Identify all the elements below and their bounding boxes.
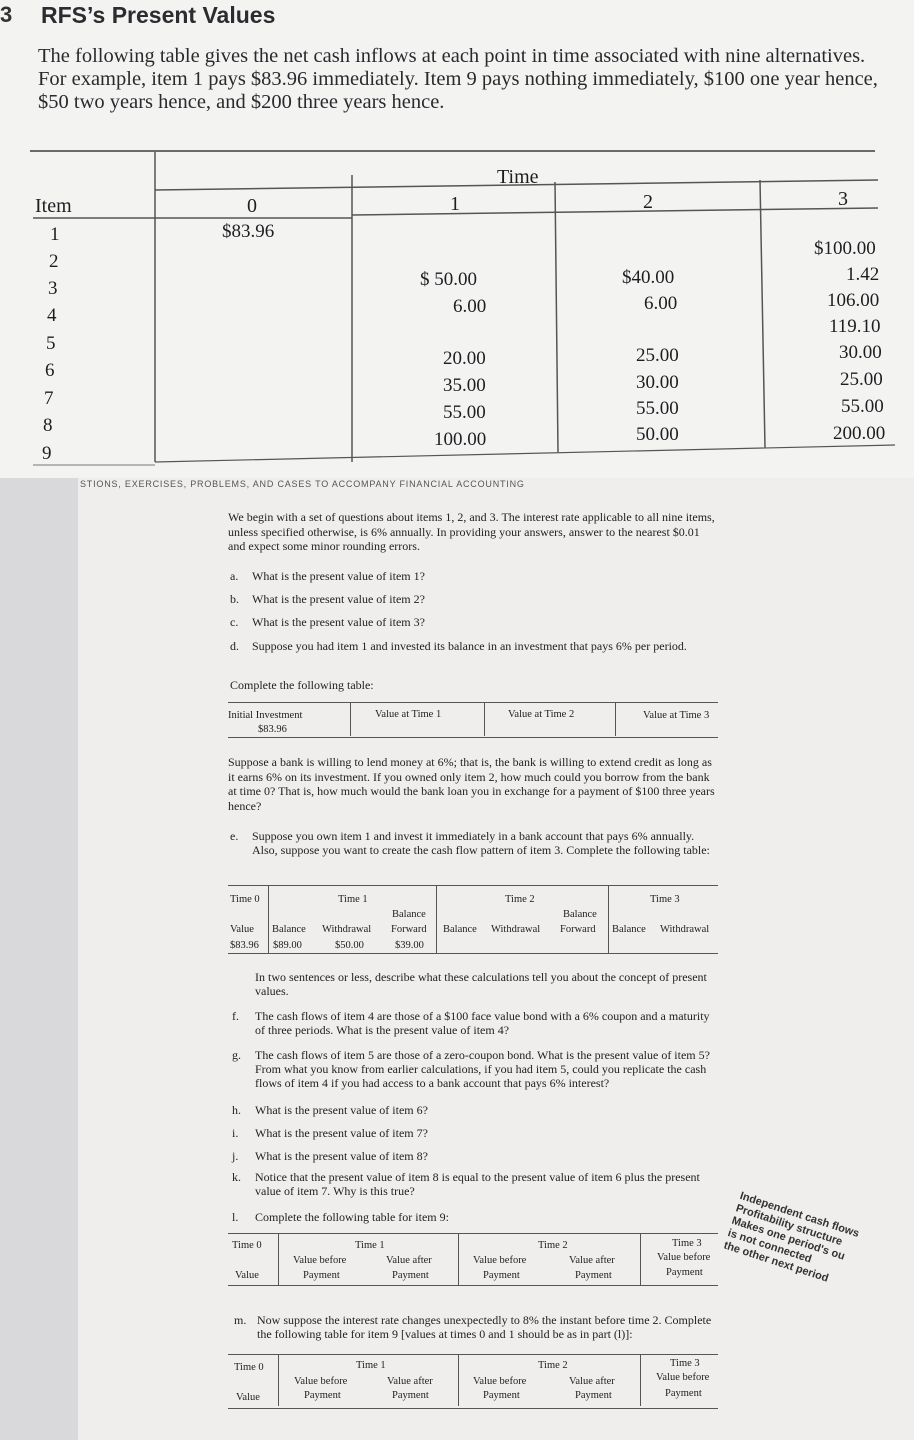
t3-payment-2: Payment [392,1270,429,1281]
cell-item9-t2: 50.00 [636,424,679,445]
t3-payment-3: Payment [483,1270,520,1281]
t1-header-time2: Value at Time 2 [508,709,575,720]
t3-time1: Time 1 [355,1240,385,1251]
t2-time3: Time 3 [650,894,680,905]
t3-row-value: Value [235,1270,259,1281]
item-number: 5 [46,333,56,354]
t3-payment-4: Payment [575,1270,612,1281]
two-sentence-prompt: In two sentences or less, describe what these calculations tell you about the concept of present values. [255,970,707,998]
t2-col-balance-1: Balance [272,924,306,935]
t2-row-balance: $89.00 [273,940,302,951]
t3-value-after-1: Value after [386,1255,432,1266]
question-d: Suppose you had item 1 and invested its balance in an investment that pays 6% per period. [252,639,687,653]
table2-divider [436,885,437,953]
t4-payment-1: Payment [304,1390,341,1401]
col-header-1: 1 [450,193,460,215]
question-m: Now suppose the interest rate changes unexpectedly to 8% the instant before time 2. Complete the following table for item 9 [values at times 0 and 1 should be as in part (l)]: [257,1313,712,1341]
question-label-c: c. [230,615,239,629]
table2-bottom-rule [228,953,718,954]
t3-payment-1: Payment [303,1270,340,1281]
table1-bottom-rule [228,737,718,738]
question-label-k: k. [232,1170,241,1184]
table3-bottom-rule [228,1285,718,1286]
item-number: 2 [49,251,59,272]
question-c: What is the present value of item 3? [252,615,425,629]
t4-payment-3: Payment [483,1390,520,1401]
item-number: 9 [42,443,52,464]
table2-top-rule [228,885,718,886]
cell-item4-t1: 6.00 [453,296,487,317]
table2-divider [268,885,269,953]
table4-divider [640,1354,641,1406]
t2-col-forward-2: Forward [560,924,596,935]
table3-top-rule [228,1233,718,1234]
table1-divider [615,702,616,736]
item-number: 7 [44,388,54,409]
t3-value-before-3: Value before [657,1252,711,1263]
question-label-e: e. [230,829,239,843]
item-number: 1 [50,224,60,245]
cell-item6-t1: 20.00 [443,348,486,369]
t4-value-before-2: Value before [473,1376,527,1387]
t3-time0: Time 0 [232,1240,262,1251]
t4-time2: Time 2 [538,1360,568,1371]
t3-value-before-2: Value before [473,1255,527,1266]
cell-item1-t0: $83.96 [222,221,275,242]
question-label-l: l. [232,1210,239,1224]
question-f: The cash flows of item 4 are those of a $100 face value bond with a 6% coupon and a maturity of three periods. What is the present value of item 4? [255,1009,710,1037]
question-a: What is the present value of item 1? [252,569,425,583]
question-e: Suppose you own item 1 and invest it immediately in a bank account that pays 6% annually. Also, suppose you want to create the cash flow pattern of item 3. Complete the following table: [252,829,710,857]
question-label-j: j. [232,1149,239,1163]
question-h: What is the present value of item 6? [255,1103,428,1117]
complete-table-instruction: Complete the following table: [230,678,374,692]
cell-item7-t3: 25.00 [840,369,883,390]
question-g: The cash flows of item 5 are those of a zero-coupon bond. What is the present value of item 5? From what you know from earlier calculations, if you had item 5, could you replicate the cash flows of item 4 if you had access to a bank account that pays 6% interest? [255,1048,710,1090]
question-b: What is the present value of item 2? [252,592,425,606]
t2-col-value: Value [230,924,254,935]
t1-header-time1: Value at Time 1 [375,709,442,720]
question-label-a: a. [230,569,239,583]
t4-time3: Time 3 [670,1358,700,1369]
col-header-2: 2 [643,191,653,213]
table2-divider [608,885,609,953]
table4-divider [458,1354,459,1406]
t2-balance-label-1: Balance [392,909,426,920]
t2-col-withdrawal-2: Withdrawal [491,924,541,935]
item-number: 6 [45,360,55,381]
t2-time1: Time 1 [338,894,368,905]
question-j: What is the present value of item 8? [255,1149,428,1163]
t4-payment-2: Payment [392,1390,429,1401]
question-label-b: b. [230,592,239,606]
t2-col-withdrawal-1: Withdrawal [322,924,372,935]
question-label-h: h. [232,1103,241,1117]
t2-col-forward-1: Forward [391,924,427,935]
chapter-number: 3 [0,2,13,27]
t4-time1: Time 1 [356,1360,386,1371]
t3-payment-5: Payment [666,1267,703,1278]
cell-item9-t1: 100.00 [434,429,487,450]
table4-top-rule [228,1354,718,1355]
table3-divider [458,1233,459,1285]
cell-item8-t2: 55.00 [636,398,679,419]
t2-col-balance-2: Balance [443,924,477,935]
cell-item3-t2: $40.00 [622,267,675,288]
table1-divider [484,702,485,736]
question-label-d: d. [230,639,239,653]
cell-item8-t3: 55.00 [841,396,884,417]
cell-item6-t3: 30.00 [839,342,882,363]
cell-item4-t3: 106.00 [827,290,880,311]
cell-item4-t2: 6.00 [644,293,678,314]
cell-item3-t1: $ 50.00 [420,269,477,290]
question-label-f: f. [232,1009,239,1023]
cell-item8-t1: 55.00 [443,402,486,423]
col-header-3: 3 [838,188,848,210]
t2-col-balance-3: Balance [612,924,646,935]
t2-row-forward: $39.00 [395,940,424,951]
time-header: Time [497,166,539,188]
t2-balance-label-2: Balance [563,909,597,920]
t3-time2: Time 2 [538,1240,568,1251]
table1-divider [350,702,351,736]
t2-row-value: $83.96 [230,940,259,951]
t2-row-withdrawal: $50.00 [335,940,364,951]
t4-value-before-3: Value before [656,1372,710,1383]
question-l: Complete the following table for item 9: [255,1210,449,1224]
item-number: 8 [43,415,53,436]
question-k: Notice that the present value of item 8 is equal to the present value of item 6 plus the present value of item 7. Why is this true? [255,1170,700,1198]
t2-col-withdrawal-3: Withdrawal [660,924,710,935]
item-number: 3 [48,278,58,299]
question-label-g: g. [232,1048,241,1062]
table3-divider [278,1233,279,1285]
question-i: What is the present value of item 7? [255,1126,428,1140]
cell-item6-t2: 25.00 [636,345,679,366]
cell-item7-t2: 30.00 [636,372,679,393]
running-head: STIONS, EXERCISES, PROBLEMS, AND CASES TO ACCOMPANY FINANCIAL ACCOUNTING [80,479,525,489]
cell-item2-t3: $100.00 [814,238,876,259]
table3-divider [640,1233,641,1285]
t1-header-time3: Value at Time 3 [643,710,710,721]
t1-initial-value: $83.96 [258,724,287,735]
t4-payment-4: Payment [575,1390,612,1401]
t2-time2: Time 2 [505,894,535,905]
table4-divider [278,1354,279,1406]
t3-time3: Time 3 [672,1238,702,1249]
t4-time0: Time 0 [234,1362,264,1373]
bank-loan-paragraph: Suppose a bank is willing to lend money at 6%; that is, the bank is willing to extend credit as long as it earns 6% on its investment. If you owned only item 2, how much could you borrow from the bank at time 0? That is, how much would the bank loan you in exchange for a payment of $100 three years hence? [228,755,715,813]
margin-note: Independent cash flows Profitability structure Makes one period's ou is not connected the other next period [722,1190,861,1285]
t4-payment-5: Payment [665,1388,702,1399]
questions-intro: We begin with a set of questions about items 1, 2, and 3. The interest rate applicable to all nine items, unless specified otherwise, is 6% annually. In providing your answers, answer to the nearest $0.01 and expect some minor rounding errors. [228,510,715,553]
cell-item9-t3: 200.00 [833,423,886,444]
col-header-0: 0 [247,195,257,217]
table1-top-rule [228,702,718,703]
t2-time0: Time 0 [230,894,260,905]
cell-item7-t1: 35.00 [443,375,486,396]
textbook-page-top [0,0,914,478]
case-intro: The following table gives the net cash inflows at each point in time associated with nine alternatives. For example, item 1 pays $83.96 immediately. Item 9 pays nothing immediately, $100 one year hence, $50 two years hence, and $200 three years hence. [38,45,878,113]
t4-value-before-1: Value before [294,1376,348,1387]
item-header: Item [35,195,72,217]
item-number: 4 [47,305,57,326]
t1-header-initial: Initial Investment [228,710,303,721]
cell-item5-t3: 119.10 [829,316,881,337]
question-label-i: i. [232,1126,239,1140]
question-label-m: m. [234,1313,247,1327]
case-title: RFS’s Present Values [41,2,276,28]
t4-row-value: Value [236,1392,260,1403]
t4-value-after-1: Value after [387,1376,433,1387]
t4-value-after-2: Value after [569,1376,615,1387]
cell-item3-t3: 1.42 [846,264,880,285]
t3-value-before-1: Value before [293,1255,347,1266]
table4-bottom-rule [228,1408,718,1409]
t3-value-after-2: Value after [569,1255,615,1266]
